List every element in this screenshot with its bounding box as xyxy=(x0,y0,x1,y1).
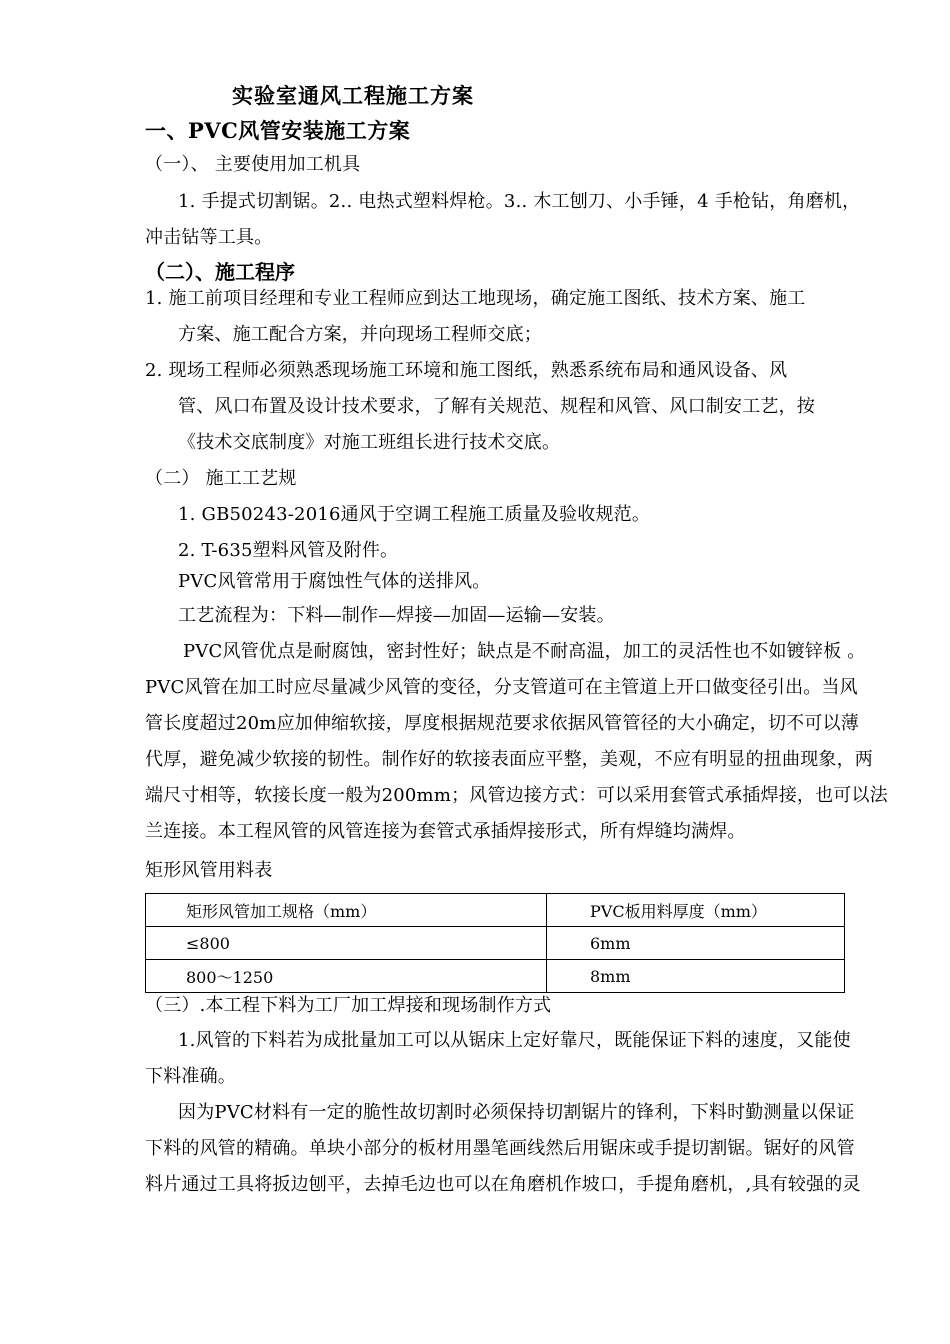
procedure-2-line-2: 管、风口布置及设计技术要求，了解有关规范、规程和风管、风口制安工艺，按 xyxy=(178,396,815,417)
paragraph-line-3: 管长度超过20m应加伸缩软接，厚度根据规范要求依据风管管径的大小确定，切不可以薄 xyxy=(145,713,859,734)
tools-line-2: 冲击钻等工具。 xyxy=(145,227,273,248)
cutting-1-line-2: 下料准确。 xyxy=(145,1066,236,1087)
table-cell: 8mm xyxy=(547,960,845,993)
subheading-procedure: （二）、施工程序 xyxy=(145,260,295,284)
pvc-usage-text: PVC风管常用于腐蚀性气体的送排风。 xyxy=(178,571,491,592)
paragraph-line-5: 端尺寸相等，软接长度一般为200mm；风管边接方式：可以采用套管式承插焊接，也可以法 xyxy=(145,785,888,806)
table-header-row xyxy=(146,894,845,927)
procedure-2-line-1: 2. 现场工程师必须熟悉现场施工环境和施工图纸，熟悉系统布局和通风设备、风 xyxy=(145,360,788,381)
spec-item-1: 1. GB50243-2016通风于空调工程施工质量及验收规范。 xyxy=(178,504,651,525)
paragraph-line-2: PVC风管在加工时应尽量减少风管的变径，分支管道可在主管道上开口做变径引出。当风 xyxy=(145,677,858,698)
table-header-cell: 矩形风管加工规格（mm） xyxy=(146,894,547,927)
table-row xyxy=(146,927,845,960)
subheading-specs: （二） 施工工艺规 xyxy=(145,468,297,489)
section-heading-pvc: 一、PVC风管安装施工方案 xyxy=(145,118,411,143)
table-caption: 矩形风管用料表 xyxy=(145,860,273,881)
tools-line-1: 1. 手提式切割锯。2.. 电热式塑料焊枪。3.. 木工刨刀、小手锤，4 手枪钻，角磨机， xyxy=(178,191,861,212)
spec-item-2: 2. T-635塑料风管及附件。 xyxy=(178,540,399,561)
procedure-1-line-1: 1. 施工前项目经理和专业工程师应到达工地现场，确定施工图纸、技术方案、施工 xyxy=(145,288,806,309)
subheading-tools: （一）、 主要使用加工机具 xyxy=(145,154,361,175)
process-flow-text: 工艺流程为：下料—制作—焊接—加固—运输—安装。 xyxy=(178,605,615,626)
table-cell: 800～1250 xyxy=(146,960,547,993)
cutting-1-line-1: 1.风管的下料若为成批量加工可以从锯床上定好靠尺，既能保证下料的速度，又能使 xyxy=(178,1030,851,1051)
subheading-cutting: （三）.本工程下料为工厂加工焊接和现场制作方式 xyxy=(145,995,552,1016)
paragraph-line-6: 兰连接。本工程风管的风管连接为套管式承插焊接形式，所有焊缝均满焊。 xyxy=(145,821,746,842)
table-row xyxy=(146,960,845,993)
cutting-2-line-3: 料片通过工具将扳边刨平，去掉毛边也可以在角磨机作坡口，手提角磨机，,具有较强的灵 xyxy=(145,1174,861,1195)
procedure-2-line-3: 《技术交底制度》对施工班组长进行技术交底。 xyxy=(178,432,561,453)
cutting-2-line-1: 因为PVC材料有一定的脆性故切割时必须保持切割锯片的锋利，下料时勤测量以保证 xyxy=(178,1102,855,1123)
table-header-cell: PVC板用料厚度（mm） xyxy=(547,894,845,927)
document-title: 实验室通风工程施工方案 xyxy=(232,83,474,108)
table-cell: 6mm xyxy=(547,927,845,960)
paragraph-line-1: PVC风管优点是耐腐蚀，密封性好；缺点是不耐高温，加工的灵活性也不如镀锌板 。 xyxy=(183,641,866,662)
cutting-2-line-2: 下料的风管的精确。单块小部分的板材用墨笔画线然后用锯床或手提切割锯。锯好的风管 xyxy=(145,1138,855,1159)
paragraph-line-4: 代厚，避免减少软接的韧性。制作好的软接表面应平整，美观，不应有明显的扭曲现象，两 xyxy=(145,749,873,770)
material-table xyxy=(145,893,845,993)
procedure-1-line-2: 方案、施工配合方案，并向现场工程师交底； xyxy=(178,324,542,345)
table-cell: ≤800 xyxy=(146,927,547,960)
